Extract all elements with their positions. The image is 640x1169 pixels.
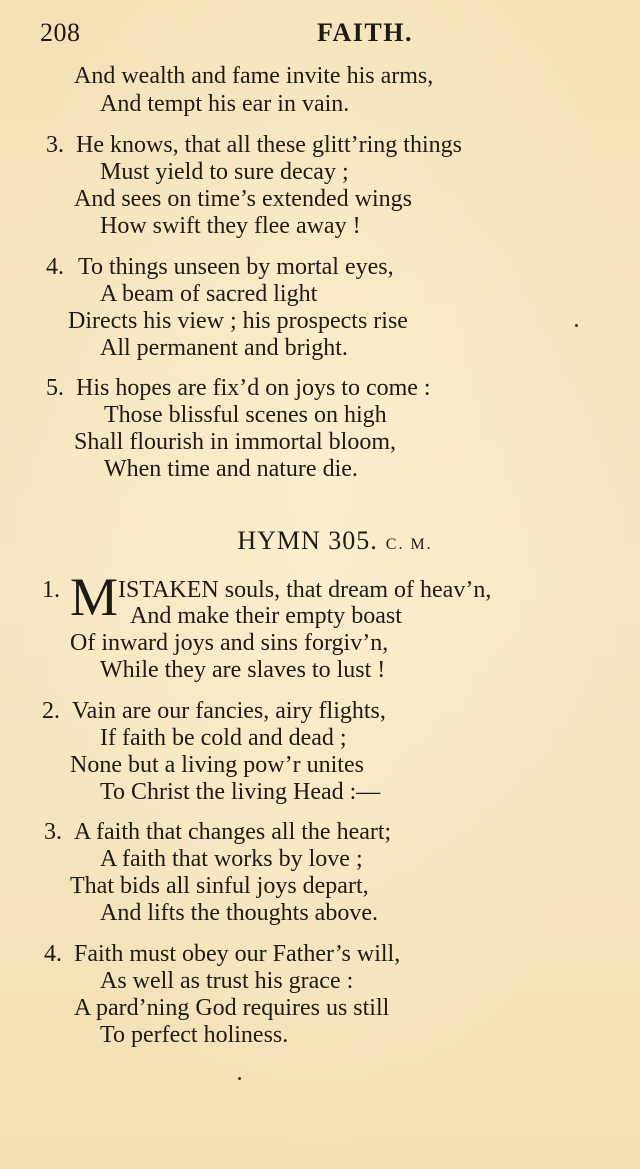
verse-line: While they are slaves to lust ! bbox=[100, 657, 386, 683]
stanza-number: 2. bbox=[42, 698, 60, 724]
verse-line: None but a living pow’r unites bbox=[70, 752, 364, 778]
verse-line: Shall flourish in immortal bloom, bbox=[74, 429, 396, 455]
verse-line: And wealth and fame invite his arms, bbox=[74, 63, 434, 89]
stanza-number: 3. bbox=[44, 819, 62, 845]
verse-line: A beam of sacred light bbox=[100, 281, 318, 307]
verse-line: To perfect holiness. bbox=[100, 1022, 289, 1048]
verse-line: That bids all sinful joys depart, bbox=[70, 873, 369, 899]
ink-speck bbox=[575, 324, 578, 327]
verse-line: ISTAKEN souls, that dream of heav’n, bbox=[118, 577, 492, 603]
verse-line: As well as trust his grace : bbox=[100, 968, 354, 994]
stanza-number: 4. bbox=[44, 941, 62, 967]
hymn-heading bbox=[0, 526, 640, 556]
verse-line: Directs his view ; his prospects rise bbox=[68, 308, 408, 334]
verse-line: To things unseen by mortal eyes, bbox=[78, 254, 394, 280]
ink-speck bbox=[238, 1077, 241, 1080]
verse-line: Of inward joys and sins forgiv’n, bbox=[70, 630, 389, 656]
running-head-title: FAITH. bbox=[317, 18, 413, 47]
verse-line: Vain are our fancies, airy flights, bbox=[72, 698, 386, 724]
verse-line: A pard’ning God requires us still bbox=[74, 995, 390, 1021]
drop-cap-letter: M bbox=[70, 567, 119, 627]
verse-line: He knows, that all these glitt’ring things bbox=[76, 132, 462, 158]
verse-line: Those blissful scenes on high bbox=[104, 402, 387, 428]
verse-line: A faith that works by love ; bbox=[100, 846, 363, 872]
page-header bbox=[40, 18, 600, 54]
verse-line: His hopes are fix’d on joys to come : bbox=[76, 375, 431, 401]
stanza-number: 4. bbox=[46, 254, 64, 280]
stanza-number: 5. bbox=[46, 375, 64, 401]
hymn-title: HYMN 305. bbox=[237, 526, 378, 555]
verse-line: To Christ the living Head :— bbox=[100, 779, 381, 805]
verse-line: And lifts the thoughts above. bbox=[100, 900, 378, 926]
verse-line: How swift they flee away ! bbox=[100, 213, 361, 239]
verse-line: And make their empty boast bbox=[130, 603, 402, 629]
stanza-number: 3. bbox=[46, 132, 64, 158]
verse-line: And tempt his ear in vain. bbox=[100, 91, 350, 117]
verse-line: Must yield to sure decay ; bbox=[100, 159, 349, 185]
hymn-meter: C. M. bbox=[385, 536, 433, 553]
stanza-number: 1. bbox=[42, 577, 60, 603]
verse-line: Faith must obey our Father’s will, bbox=[74, 941, 401, 967]
verse-line: A faith that changes all the heart; bbox=[74, 819, 392, 845]
verse-line: If faith be cold and dead ; bbox=[100, 725, 347, 751]
page-number: 208 bbox=[40, 18, 81, 47]
verse-line: When time and nature die. bbox=[104, 456, 358, 482]
verse-line: All permanent and bright. bbox=[100, 335, 348, 361]
verse-line: And sees on time’s extended wings bbox=[74, 186, 412, 212]
